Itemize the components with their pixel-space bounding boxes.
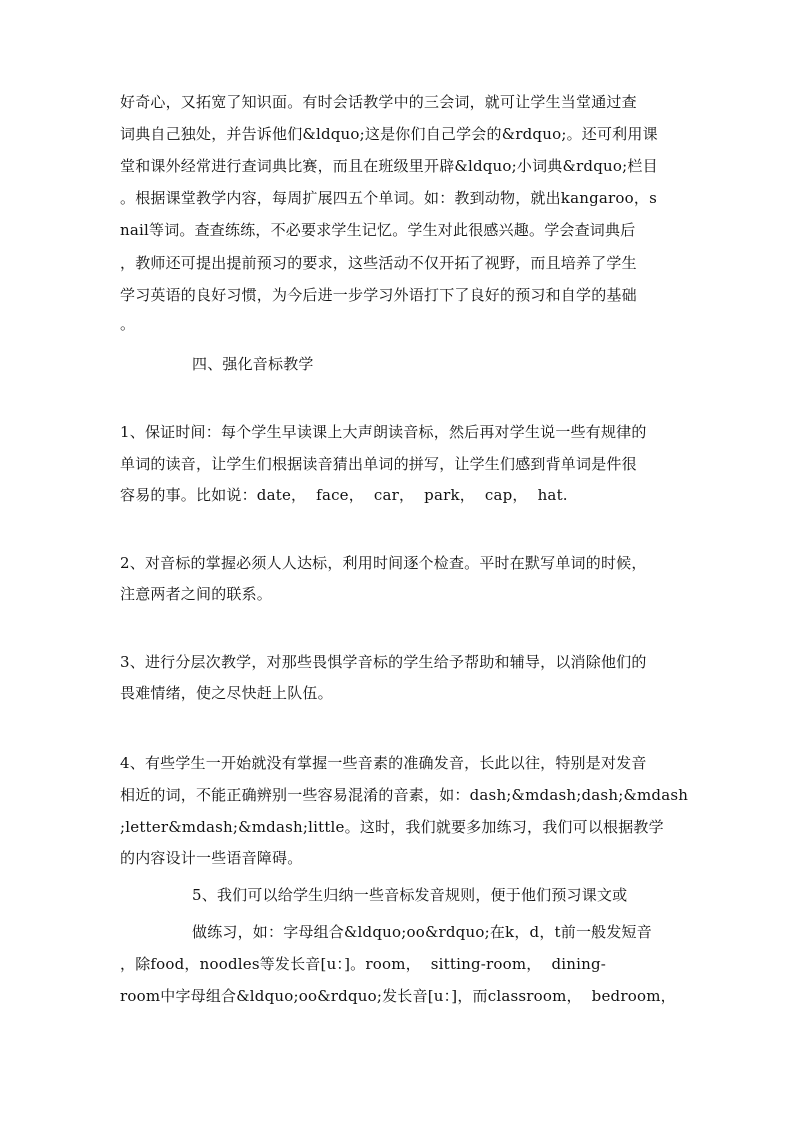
list-item-line: 畏难情绪，使之尽快赶上队伍。 bbox=[120, 684, 333, 702]
list-item-line: ;letter&mdash;&mdash;little。这时，我们就要多加练习，我们可以根据教学 bbox=[120, 818, 664, 836]
list-item-line: 单词的读音，让学生们根据读音猜出单词的拼写，让学生们感到背单词是件很 bbox=[120, 455, 637, 473]
list-item-line: 3、进行分层次教学，对那些畏惧学音标的学生给予帮助和辅导，以消除他们的 bbox=[120, 653, 647, 671]
list-item-line: 相近的词，不能正确辨别一些容易混淆的音素，如：dash;&mdash;dash;&mdash bbox=[120, 786, 689, 804]
paragraph-line: nail等词。查查练练，不必要求学生记忆。学生对此很感兴趣。学会查词典后 bbox=[120, 221, 636, 239]
list-item-line: room中字母组合&ldquo;oo&rdquo;发长音[u：]，而classroom， bedroom， bbox=[120, 987, 676, 1005]
list-item-line: 的内容设计一些语音障碍。 bbox=[120, 849, 303, 867]
list-item-line: 4、有些学生一开始就没有掌握一些音素的准确发音，长此以往，特别是对发音 bbox=[120, 754, 647, 772]
paragraph-line: 词典自己独处，并告诉他们&ldquo;这是你们自己学会的&rdquo;。还可利用课 bbox=[120, 125, 658, 143]
paragraph-line: 好奇心，又拓宽了知识面。有时会话教学中的三会词，就可让学生当堂通过查 bbox=[120, 93, 637, 111]
list-item-line: 2、对音标的掌握必须人人达标，利用时间逐个检查。平时在默写单词的时候， bbox=[120, 554, 647, 572]
paragraph-line: 。 bbox=[120, 315, 136, 333]
paragraph-line: 堂和课外经常进行查词典比赛，而且在班级里开辟&ldquo;小词典&rdquo;栏目 bbox=[120, 157, 658, 175]
list-item-line: 容易的事。比如说：date， face， car， park， cap， hat. bbox=[120, 486, 568, 504]
paragraph-line: ，教师还可提出提前预习的要求，这些活动不仅开拓了视野，而且培养了学生 bbox=[120, 254, 637, 272]
paragraph-line: 学习英语的良好习惯，为今后进一步学习外语打下了良好的预习和自学的基础 bbox=[120, 286, 637, 304]
section-heading: 四、强化音标教学 bbox=[192, 355, 314, 373]
list-item-line: 5、我们可以给学生归纳一些音标发音规则，便于他们预习课文或 bbox=[192, 886, 628, 904]
list-item-line: ，除food，noodles等发长音[u：]。room， sitting-room， dining- bbox=[120, 955, 607, 973]
paragraph-line: 。根据课堂教学内容，每周扩展四五个单词。如：教到动物，就出kangaroo，s bbox=[120, 189, 657, 207]
list-item-line: 做练习，如：字母组合&ldquo;oo&rdquo;在k，d，t前一般发短音 bbox=[192, 923, 652, 941]
list-item-line: 1、保证时间：每个学生早读课上大声朗读音标，然后再对学生说一些有规律的 bbox=[120, 423, 647, 441]
list-item-line: 注意两者之间的联系。 bbox=[120, 585, 273, 603]
